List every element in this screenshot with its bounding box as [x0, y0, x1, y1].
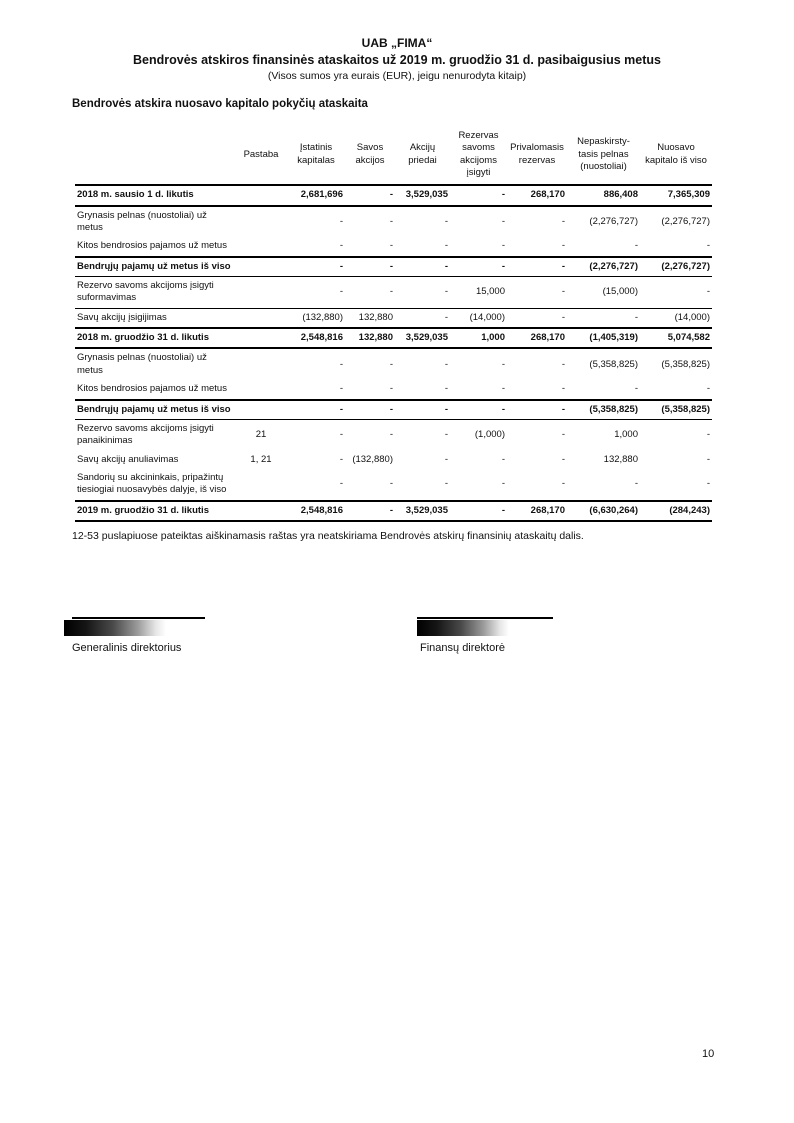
row-value: 268,170 [507, 501, 567, 521]
col-header-rezervas-savoms-akcijoms: Rezervas savoms akcijoms įsigyti [450, 128, 507, 185]
signature-line [417, 617, 553, 619]
row-label: Kitos bendrosios pajamos už metus [75, 237, 235, 256]
footer-note: 12-53 puslapiuose pateiktas aiškinamasis raštas yra neatskiriama Bendrovės atskirų finansinių ataskaitų dalis. [72, 530, 584, 542]
row-value: - [345, 380, 395, 399]
row-value: - [395, 237, 450, 256]
row-value: (15,000) [567, 277, 640, 309]
table-row [75, 419, 712, 450]
row-value: 3,529,035 [395, 501, 450, 521]
table-row [75, 257, 712, 277]
row-value: 132,880 [345, 308, 395, 328]
row-value: - [450, 185, 507, 205]
page-number: 10 [702, 1048, 715, 1060]
row-value: - [561, 358, 565, 370]
row-value: - [507, 277, 567, 309]
row-pastaba [235, 237, 287, 256]
equity-table-body [75, 185, 712, 521]
row-value: - [345, 400, 395, 420]
row-value: - [706, 453, 710, 465]
table-row [75, 501, 712, 521]
row-value: (5,358,825) [640, 400, 712, 420]
row-label: Bendrųjų pajamų už metus iš viso [75, 400, 235, 420]
row-value: - [706, 429, 710, 441]
row-value: - [640, 237, 712, 256]
row-value: - [345, 237, 395, 256]
row-value: - [395, 257, 450, 277]
section-title: Bendrovės atskira nuosavo kapitalo pokyčių ataskaita [72, 98, 368, 110]
row-value: - [389, 429, 393, 441]
row-value: - [501, 453, 505, 465]
row-label: Sandorių su akcininkais, pripažintų tiesiogiai nuosavybės dalyje, iš viso [75, 469, 235, 501]
row-value: - [450, 501, 507, 521]
row-value: - [507, 469, 567, 501]
row-value: - [287, 400, 345, 420]
row-value: - [450, 400, 507, 420]
row-value: - [507, 400, 567, 420]
row-value: (284,243) [640, 501, 712, 521]
row-value: (5,358,825) [589, 358, 638, 370]
col-header-pastaba: Pastaba [235, 128, 287, 185]
row-value: - [389, 358, 393, 370]
signature-title: Finansų direktorė [420, 642, 505, 654]
row-value: - [444, 429, 448, 441]
row-pastaba [235, 501, 287, 521]
row-value: (14,000) [450, 308, 507, 328]
row-label: 2018 m. gruodžio 31 d. likutis [75, 328, 235, 348]
row-label: Rezervo savoms akcijoms įsigyti panaikinimas [77, 422, 214, 447]
row-value: - [501, 358, 505, 370]
row-pastaba: 21 [255, 429, 267, 441]
signature-line [72, 617, 205, 619]
row-value: (14,000) [640, 308, 712, 328]
row-label: Savų akcijų įsigijimas [75, 308, 235, 328]
row-value: - [287, 469, 345, 501]
row-value: - [444, 215, 448, 227]
row-value: - [507, 380, 567, 399]
row-value: 886,408 [567, 185, 640, 205]
row-value: - [507, 308, 567, 328]
row-value: - [450, 237, 507, 256]
row-pastaba [235, 308, 287, 328]
signature-title: Generalinis direktorius [72, 642, 182, 654]
row-value: 5,074,582 [640, 328, 712, 348]
row-value: (2,276,727) [640, 257, 712, 277]
row-value: (6,630,264) [567, 501, 640, 521]
row-value: - [561, 453, 565, 465]
row-value: 268,170 [507, 185, 567, 205]
row-value: (1,405,319) [567, 328, 640, 348]
row-pastaba [235, 277, 287, 309]
row-value: - [287, 237, 345, 256]
row-value: - [287, 257, 345, 277]
row-value: (2,276,727) [661, 215, 710, 227]
col-header-nepaskirstytasis-pelnas: Nepaskirsty-tasis pelnas (nuostoliai) [567, 128, 640, 185]
row-value: 2,548,816 [287, 328, 345, 348]
row-label: Bendrųjų pajamų už metus iš viso [75, 257, 235, 277]
row-label: Grynasis pelnas (nuostoliai) už metus [77, 209, 207, 234]
row-pastaba [235, 257, 287, 277]
table-row [75, 206, 712, 238]
row-value: - [567, 308, 640, 328]
row-label: 2018 m. sausio 1 d. likutis [75, 185, 235, 205]
row-value: (5,358,825) [661, 358, 710, 370]
row-value: - [450, 380, 507, 399]
table-row [75, 185, 712, 205]
row-value: 132,880 [345, 328, 395, 348]
row-value: - [345, 469, 395, 501]
row-value: 1,000 [614, 429, 638, 441]
col-header-savos-akcijos: Savos akcijos [345, 128, 395, 185]
company-title: UAB „FIMA“ [361, 36, 433, 50]
row-value: 2,548,816 [287, 501, 345, 521]
row-value: 7,365,309 [640, 185, 712, 205]
table-row [75, 328, 712, 348]
col-header-privalomasis-rezervas: Privalomasis rezervas [507, 128, 567, 185]
row-value: - [567, 469, 640, 501]
row-value: (5,358,825) [567, 400, 640, 420]
table-row [75, 400, 712, 420]
row-pastaba: 1, 21 [250, 453, 272, 465]
row-value: - [561, 429, 565, 441]
row-value: 132,880 [603, 453, 638, 465]
row-pastaba [235, 185, 287, 205]
table-row [75, 380, 712, 399]
signature-mark [417, 620, 509, 636]
currency-note: (Visos sumos yra eurais (EUR), jeigu nenurodyta kitaip) [267, 70, 527, 82]
row-value: (132,880) [352, 453, 393, 465]
table-row [75, 348, 712, 380]
report-subtitle: Bendrovės atskiros finansinės ataskaitos už 2019 m. gruodžio 31 d. pasibaigusius metus [133, 53, 661, 67]
row-value: (2,276,727) [589, 215, 638, 227]
row-value: - [567, 237, 640, 256]
table-row [75, 277, 712, 309]
row-value: - [640, 380, 712, 399]
row-value: - [640, 277, 712, 309]
row-value: 2,681,696 [287, 185, 345, 205]
table-row [75, 451, 712, 469]
row-value: - [345, 277, 395, 309]
row-label: Savų akcijų anuliavimas [77, 453, 179, 465]
row-value: - [450, 469, 507, 501]
row-value: 268,170 [507, 328, 567, 348]
row-value: - [287, 277, 345, 309]
table-row [75, 308, 712, 328]
col-header-akciju-priedai: Akcijų priedai [395, 128, 450, 185]
row-value: - [339, 215, 343, 227]
row-value: - [339, 429, 343, 441]
signature-mark [64, 620, 166, 636]
row-pastaba [235, 328, 287, 348]
col-header-istatinis-kapitalas: Įstatinis kapitalas [287, 128, 345, 185]
row-value: 3,529,035 [395, 328, 450, 348]
row-value: - [501, 215, 505, 227]
row-value: - [640, 469, 712, 501]
row-value: - [395, 380, 450, 399]
row-pastaba [235, 469, 287, 501]
row-label: Kitos bendrosios pajamos už metus [75, 380, 235, 399]
document-header [0, 36, 794, 82]
row-value: - [395, 277, 450, 309]
row-value: - [395, 400, 450, 420]
col-header-nuosavo-kapitalo-is-viso: Nuosavo kapitalo iš viso [640, 128, 712, 185]
row-value: (1,000) [474, 429, 505, 441]
row-value: - [561, 215, 565, 227]
col-header-label [75, 128, 235, 185]
row-value: 3,529,035 [395, 185, 450, 205]
row-value: - [507, 257, 567, 277]
row-value: - [339, 358, 343, 370]
row-value: - [395, 308, 450, 328]
row-value: (132,880) [287, 308, 345, 328]
row-value: - [345, 501, 395, 521]
row-value: - [395, 469, 450, 501]
row-value: - [389, 215, 393, 227]
row-value: 15,000 [450, 277, 507, 309]
row-pastaba [235, 380, 287, 399]
row-label: Rezervo savoms akcijoms įsigyti suformavimas [75, 277, 235, 309]
row-value: - [444, 358, 448, 370]
row-pastaba [235, 348, 287, 380]
row-value: - [450, 257, 507, 277]
row-value: - [345, 257, 395, 277]
row-value: - [339, 453, 343, 465]
table-header-row [75, 128, 712, 185]
row-pastaba [235, 400, 287, 420]
row-value: - [345, 185, 395, 205]
equity-changes-table [75, 128, 712, 522]
table-row [75, 469, 712, 501]
row-label: 2019 m. gruodžio 31 d. likutis [75, 501, 235, 521]
row-pastaba [235, 206, 287, 238]
row-value: - [287, 380, 345, 399]
row-value: - [567, 380, 640, 399]
row-label: Grynasis pelnas (nuostoliai) už metus [77, 352, 207, 376]
row-value: 1,000 [450, 328, 507, 348]
table-row [75, 237, 712, 256]
row-value: - [444, 453, 448, 465]
row-value: - [507, 237, 567, 256]
row-value: (2,276,727) [567, 257, 640, 277]
